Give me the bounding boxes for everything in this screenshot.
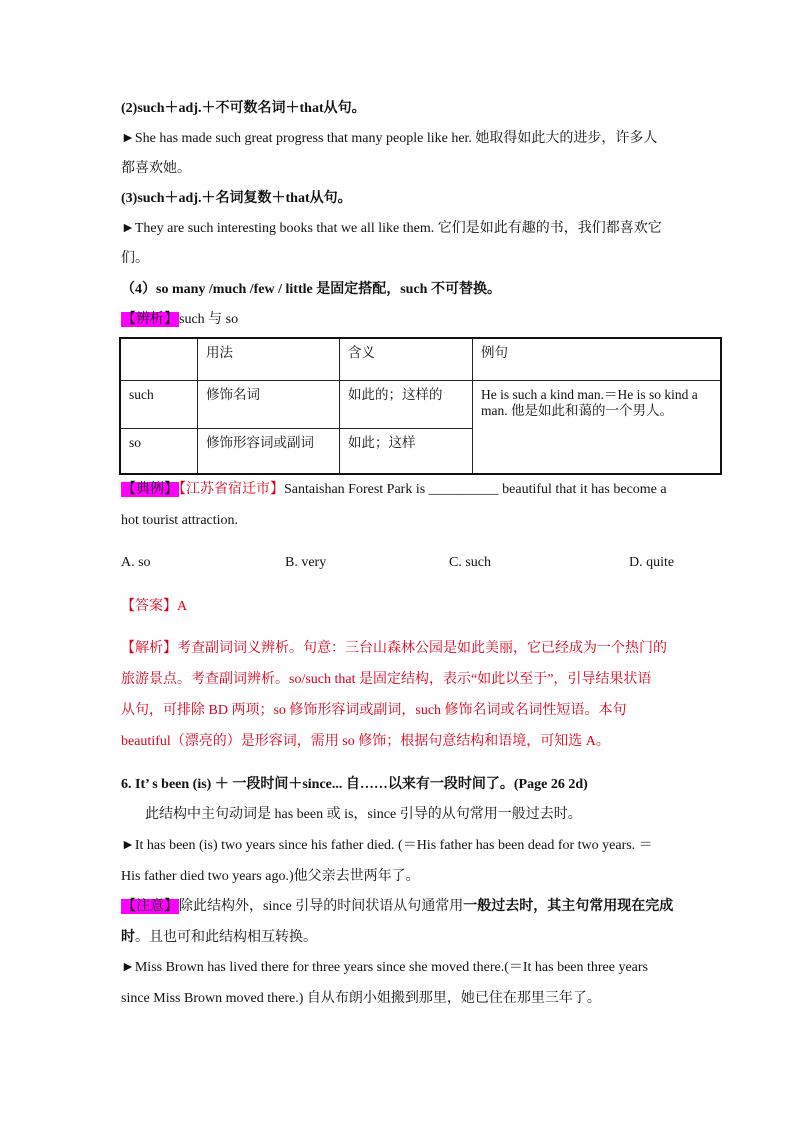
option-d: D. quite <box>629 555 675 570</box>
table-cell: so <box>120 428 198 474</box>
rule-2: (2)such＋adj.＋不可数名词＋that从句。 <box>121 101 366 116</box>
table-header-cell <box>120 338 198 380</box>
example-3-line2: His father died two years ago.)他父亲去世两年了。 <box>121 869 420 884</box>
dianli-tag: 【典例】 <box>122 482 178 497</box>
zhuyi-line1 <box>121 898 673 916</box>
table-header-cell: 例句 <box>473 338 722 380</box>
table-cell: 如此的；这样的 <box>340 380 473 428</box>
zhuyi-text-end: 。且也可和此结构相互转换。 <box>135 930 317 945</box>
example-1-line1: ►She has made such great progress that many people like her. 她取得如此大的进步，许多人 <box>121 131 658 146</box>
table-cell: 修饰名词 <box>198 380 340 428</box>
table-row <box>120 380 721 428</box>
section-6-heading: 6. It’ s been (is) ＋ 一段时间＋since... 自……以来有一段时间了。(Page 26 2d) <box>121 777 588 792</box>
bianxi-text: such 与 so <box>179 312 239 327</box>
analysis-line4: beautiful（漂亮的）是形容词，需用 so 修饰；根据句意结构和语境，可知选 A。 <box>121 734 610 749</box>
answer: 【答案】A <box>121 599 188 614</box>
example-4-line2: since Miss Brown moved there.) 自从布朗小姐搬到那里，她已住在那里三年了。 <box>121 991 601 1006</box>
table-header-row <box>120 338 721 380</box>
table-cell: such <box>120 380 198 428</box>
bianxi-heading <box>121 311 238 329</box>
option-c: C. such <box>449 555 491 570</box>
example-3-line1: ►It has been (is) two years since his father died. (＝His father has been dead for two years. ＝ <box>121 838 653 853</box>
table-example-cell: He is such a kind man.＝He is so kind a man. 他是如此和蔼的一个男人。 <box>473 380 722 474</box>
example-2-line2: 们。 <box>121 251 149 266</box>
comparison-table <box>119 337 722 475</box>
rule-3: (3)such＋adj.＋名词复数＋that从句。 <box>121 191 352 206</box>
zhuyi-emphasis: 一般过去时，其主句常用现在完成 <box>463 899 674 914</box>
dianli-question-line1 <box>121 481 667 499</box>
zhuyi-tag: 【注意】 <box>122 899 178 914</box>
example-2-line1: ►They are such interesting books that we all like them. 它们是如此有趣的书，我们都喜欢它 <box>121 221 662 236</box>
zhuyi-line2 <box>121 929 317 947</box>
table-header-cell: 含义 <box>340 338 473 380</box>
table-header-cell: 用法 <box>198 338 340 380</box>
section-6-description: 此结构中主句动词是 has been 或 is，since 引导的从句常用一般过去时。 <box>145 807 582 822</box>
dianli-source: 【江苏省宿迁市】 <box>179 482 284 497</box>
analysis-line2: 旅游景点。考查副词辨析。so/such that 是固定结构，表示“如此以至于”，引导结果状语 <box>121 672 652 687</box>
bianxi-tag: 【辨析】 <box>122 312 178 327</box>
zhuyi-emphasis-end: 时 <box>121 930 135 945</box>
table-cell: 修饰形容词或副词 <box>198 428 340 474</box>
dianli-question-line2: hot tourist attraction. <box>121 513 239 528</box>
rule-4: （4）so many /much /few / little 是固定搭配，such 不可替换。 <box>121 282 501 297</box>
example-1-line2: 都喜欢她。 <box>121 161 191 176</box>
option-a: A. so <box>121 555 151 570</box>
dianli-question-text: Santaishan Forest Park is __________ beautiful that it has become a <box>284 482 667 497</box>
analysis-line3: 从句，可排除 BD 两项；so 修饰形容词或副词，such 修饰名词或名词性短语。本句 <box>121 703 627 718</box>
option-b: B. very <box>285 555 327 570</box>
example-4-line1: ►Miss Brown has lived there for three years since she moved there.(＝It has been three years <box>121 960 649 975</box>
analysis-line1: 【解析】考查副词词义辨析。句意：三台山森林公园是如此美丽，它已经成为一个热门的 <box>121 641 667 656</box>
zhuyi-text: 除此结构外，since 引导的时间状语从句通常用 <box>179 899 464 914</box>
table-cell: 如此；这样 <box>340 428 473 474</box>
